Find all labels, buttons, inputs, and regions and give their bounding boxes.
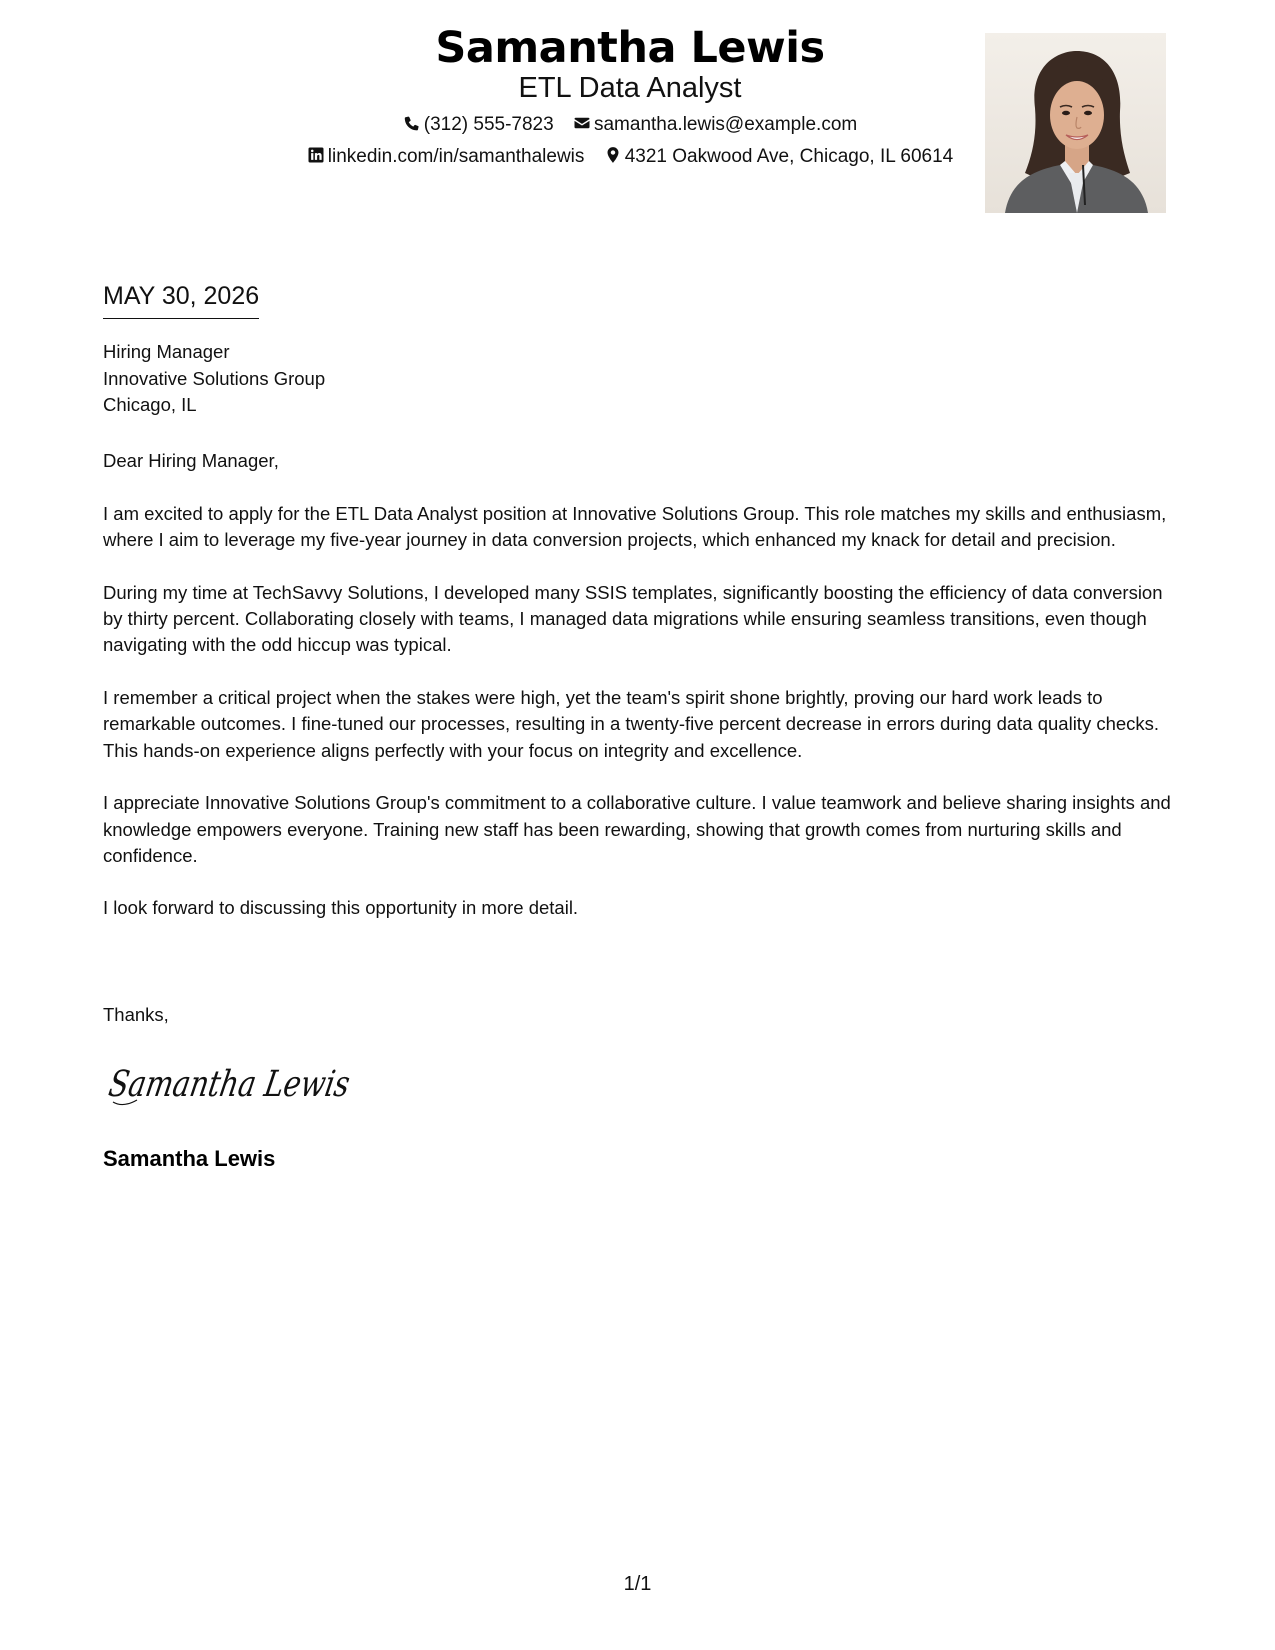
profile-photo [985, 33, 1166, 213]
recipient-block [103, 339, 325, 419]
phone-icon [403, 114, 421, 132]
recipient-location: Chicago, IL [103, 394, 197, 415]
envelope-icon [573, 114, 591, 132]
recipient-company: Innovative Solutions Group [103, 367, 326, 389]
phone-contact[interactable] [403, 112, 554, 138]
body-paragraph: I am excited to apply for the ETL Data Analyst position at Innovative Solutions Group. This role matches my skills and enthusiasm, where I aim to leverage my five-year journey in data conversion projects, which enhanced my knack for detail and precision. [103, 503, 1167, 551]
recipient-title: Hiring Manager [103, 341, 230, 362]
linkedin-url: linkedin.com/in/samanthalewis [327, 146, 585, 167]
address-contact [604, 144, 954, 170]
linkedin-contact[interactable] [307, 144, 585, 170]
applicant-name: Samantha Lewis [435, 23, 825, 73]
email-address: samantha.lewis@example.com [593, 114, 858, 135]
signer-name: Samantha Lewis [103, 1146, 276, 1171]
portrait-image [985, 33, 1166, 213]
street-address: 4321 Oakwood Ave, Chicago, IL 60614 [624, 146, 954, 167]
signature-image [103, 1052, 415, 1112]
letter-date: MAY 30, 2026 [103, 280, 259, 319]
job-title: ETL Data Analyst [518, 72, 742, 104]
closing-line: Thanks, [103, 1004, 169, 1025]
map-pin-icon [604, 146, 622, 164]
body-paragraph: I appreciate Innovative Solutions Group's commitment to a collaborative culture. I value teamwork and believe sharing insights and knowledge empowers everyone. Training new staff has been rewarding, showing that growth comes from nurturing skills and confidence. [103, 792, 1171, 866]
page-number: 1/1 [623, 1573, 652, 1595]
salutation: Dear Hiring Manager, [103, 450, 279, 471]
letter-header [0, 0, 1275, 230]
body-paragraph: I look forward to discussing this opportunity in more detail. [103, 897, 579, 919]
letter-body [103, 501, 1173, 948]
linkedin-icon [307, 146, 325, 164]
body-paragraph: During my time at TechSavvy Solutions, I developed many SSIS templates, significantly boosting the efficiency of data conversion by thirty percent. Collaborating closely with teams, I managed data migrations while ensuring seamless transitions, even though navigating with the odd hiccup was typical. [103, 581, 1163, 656]
phone-number: (312) 555-7823 [423, 114, 554, 135]
handwritten-signature [103, 1052, 415, 1112]
body-paragraph: I remember a critical project when the stakes were high, yet the team's spirit shone brightly, proving our hard work leads to remarkable outcomes. I fine-tuned our processes, resulting in a twenty-five percent decrease in errors during data quality checks. This hands-on experience aligns perfectly with your focus on integrity and excellence. [103, 687, 1160, 761]
svg-text:Samantha Lewis: Samantha Lewis [105, 1062, 415, 1105]
email-contact[interactable] [573, 112, 857, 138]
